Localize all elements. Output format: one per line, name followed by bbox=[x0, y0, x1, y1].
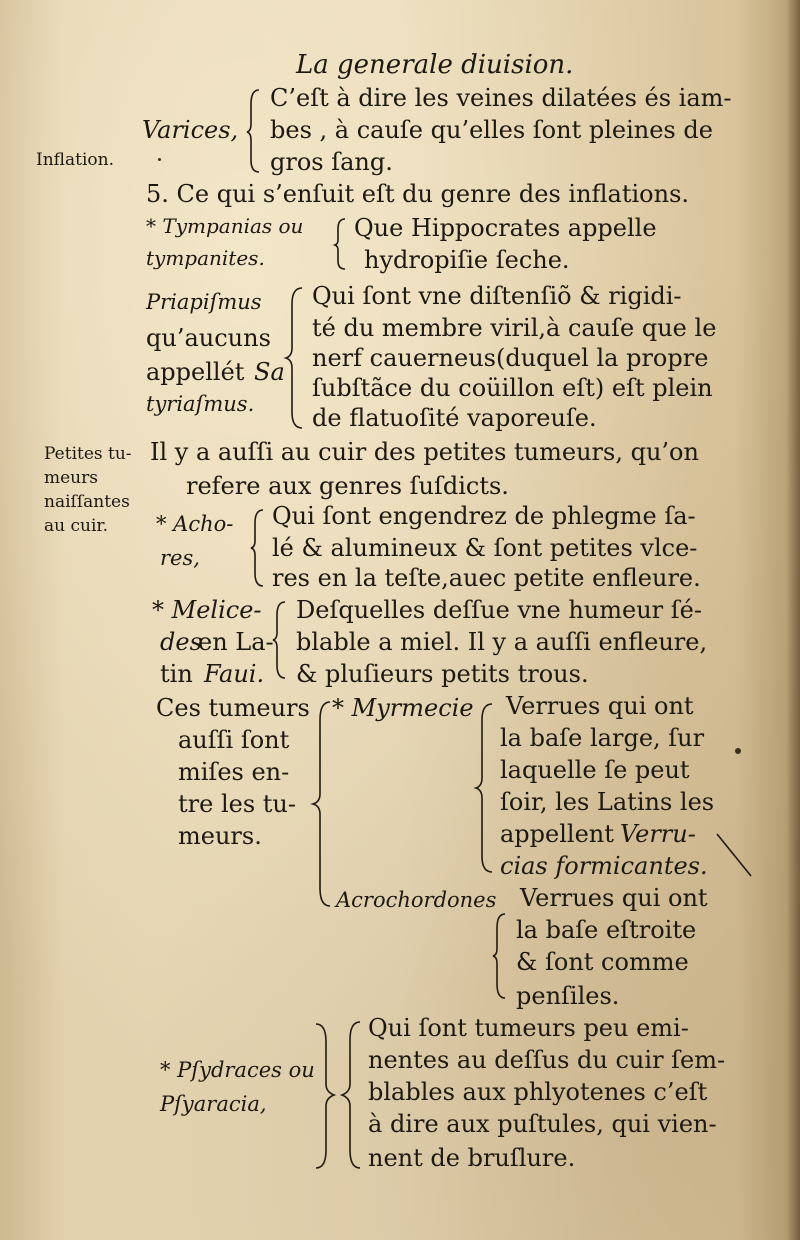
brace-tumeurs-outer bbox=[310, 698, 334, 912]
term-psydraces: * Pſydraces ou bbox=[160, 1058, 315, 1082]
term-tympanites: tympanites. bbox=[146, 246, 265, 270]
tympanias-line: Que Hippocrates appelle bbox=[354, 214, 657, 242]
page-gutter bbox=[786, 0, 800, 1240]
term-psyaracia: Pſyaracia, bbox=[160, 1092, 267, 1116]
myrmecie-line: appellent bbox=[500, 820, 614, 848]
psydraces-line: nentes au deſſus du cuir ſem- bbox=[368, 1046, 726, 1074]
myrmecie-line: laquelle ſe peut bbox=[500, 756, 690, 784]
term-melicerides: * Melice- bbox=[152, 596, 262, 624]
term-priapismus-note: appellét bbox=[146, 358, 245, 386]
melicerides-latin: en La- bbox=[198, 628, 274, 656]
melicerides-line: & pluſieurs petits trous. bbox=[296, 660, 589, 688]
petites-tumeurs-text: Il y a auſſi au cuir des petites tumeurs, qu’on bbox=[150, 438, 699, 466]
brace-acrochordones bbox=[492, 910, 508, 1002]
achores-line: lé & alumineux & ſont petites vlce- bbox=[272, 534, 698, 562]
margin-note-inflation: Inflation. bbox=[36, 150, 114, 170]
term-varices: Varices, bbox=[142, 116, 239, 144]
psydraces-line: Qui ſont tumeurs peu emi- bbox=[368, 1014, 689, 1042]
term-achores: * Acho- bbox=[156, 512, 234, 536]
achores-line: res en la teſte,auec petite enfleure. bbox=[272, 564, 701, 592]
tumeurs-line: auſſi ſont bbox=[178, 726, 290, 754]
varices-line: gros ſang. bbox=[270, 148, 393, 176]
term-achores: res, bbox=[160, 546, 200, 570]
tumeurs-line: miſes en- bbox=[178, 758, 290, 786]
tumeurs-line: meurs. bbox=[178, 822, 262, 850]
myrmecie-line: la baſe large, ſur bbox=[500, 724, 705, 752]
tumeurs-line: Ces tumeurs bbox=[156, 694, 310, 722]
psydraces-line: à dire aux puſtules, qui vien- bbox=[368, 1110, 717, 1138]
tumeurs-line: tre les tu- bbox=[178, 790, 296, 818]
term-priapismus: Priapiſmus bbox=[146, 290, 262, 314]
term-satyriasmus: tyriaſmus. bbox=[146, 392, 255, 416]
priapismus-line: ſubſtãce du coüillon eſt) eſt plein bbox=[312, 374, 713, 402]
varices-line: bes , à cauſe qu’elles ſont pleines de bbox=[270, 116, 713, 144]
brace-priapismus bbox=[284, 284, 306, 432]
term-acrochordones: Acrochordones bbox=[336, 888, 497, 912]
brace-psydraces-right bbox=[338, 1018, 364, 1174]
melicerides-line: blable a miel. Il y a auſſi enfleure, bbox=[296, 628, 708, 656]
brace-tympanias bbox=[334, 216, 348, 272]
priapismus-line: té du membre viril,à cauſe que le bbox=[312, 314, 717, 342]
margin-note-petites: au cuir. bbox=[44, 516, 109, 536]
acrochordones-line: la baſe eſtroite bbox=[516, 916, 697, 944]
ink-speck bbox=[158, 158, 161, 161]
term-verrucias: Verru- bbox=[620, 820, 696, 848]
term-myrmecie: * Myrmecie bbox=[332, 694, 474, 722]
term-faui: Faui. bbox=[204, 660, 265, 688]
term-tympanias: * Tympanias ou bbox=[146, 214, 304, 238]
brace-achores bbox=[250, 506, 266, 590]
ink-speck bbox=[735, 748, 741, 754]
priapismus-line: de flatuoſité vaporeuſe. bbox=[312, 404, 597, 432]
melicerides-latin: tin bbox=[160, 660, 193, 688]
margin-note-petites: meurs bbox=[44, 468, 98, 488]
myrmecie-line: Verrues qui ont bbox=[506, 692, 694, 720]
margin-note-petites: Petites tu- bbox=[44, 444, 132, 464]
ink-stroke bbox=[715, 830, 755, 880]
term-formicantes: cias formicantes. bbox=[500, 852, 708, 880]
petites-tumeurs-text: refere aux genres ſuſdicts. bbox=[186, 472, 509, 500]
brace-myrmecie bbox=[474, 700, 496, 878]
priapismus-line: Qui ſont vne diſtenſiõ & rigidi- bbox=[312, 282, 682, 310]
psydraces-line: nent de bruſlure. bbox=[368, 1144, 576, 1172]
priapismus-line: nerf cauerneus(duquel la propre bbox=[312, 344, 709, 372]
psydraces-line: blables aux phlyotenes c’eſt bbox=[368, 1078, 708, 1106]
brace-varices bbox=[246, 86, 262, 176]
achores-line: Qui ſont engendrez de phlegme ſa- bbox=[272, 502, 696, 530]
term-melicerides: des bbox=[160, 628, 202, 656]
varices-line: C’eſt à dire les veines dilatées és iam- bbox=[270, 84, 732, 112]
acrochordones-line: & ſont comme bbox=[516, 948, 689, 976]
melicerides-line: Deſquelles deſſue vne humeur ſé- bbox=[296, 596, 702, 624]
margin-note-petites: naiſſantes bbox=[44, 492, 130, 512]
acrochordones-line: Verrues qui ont bbox=[520, 884, 708, 912]
brace-melicerides bbox=[272, 598, 288, 682]
acrochordones-line: penſiles. bbox=[516, 982, 620, 1010]
myrmecie-line: ſoir, les Latins les bbox=[500, 788, 715, 816]
tympanias-line: hydropiſie ſeche. bbox=[364, 246, 570, 274]
term-priapismus-note: qu’aucuns bbox=[146, 324, 271, 352]
running-header: La generale diuision. bbox=[296, 50, 574, 80]
brace-psydraces-left bbox=[312, 1020, 338, 1174]
term-satyriasmus: Sa bbox=[254, 358, 285, 386]
section-5-heading: 5. Ce qui s’enſuit eſt du genre des inflations. bbox=[146, 180, 690, 208]
